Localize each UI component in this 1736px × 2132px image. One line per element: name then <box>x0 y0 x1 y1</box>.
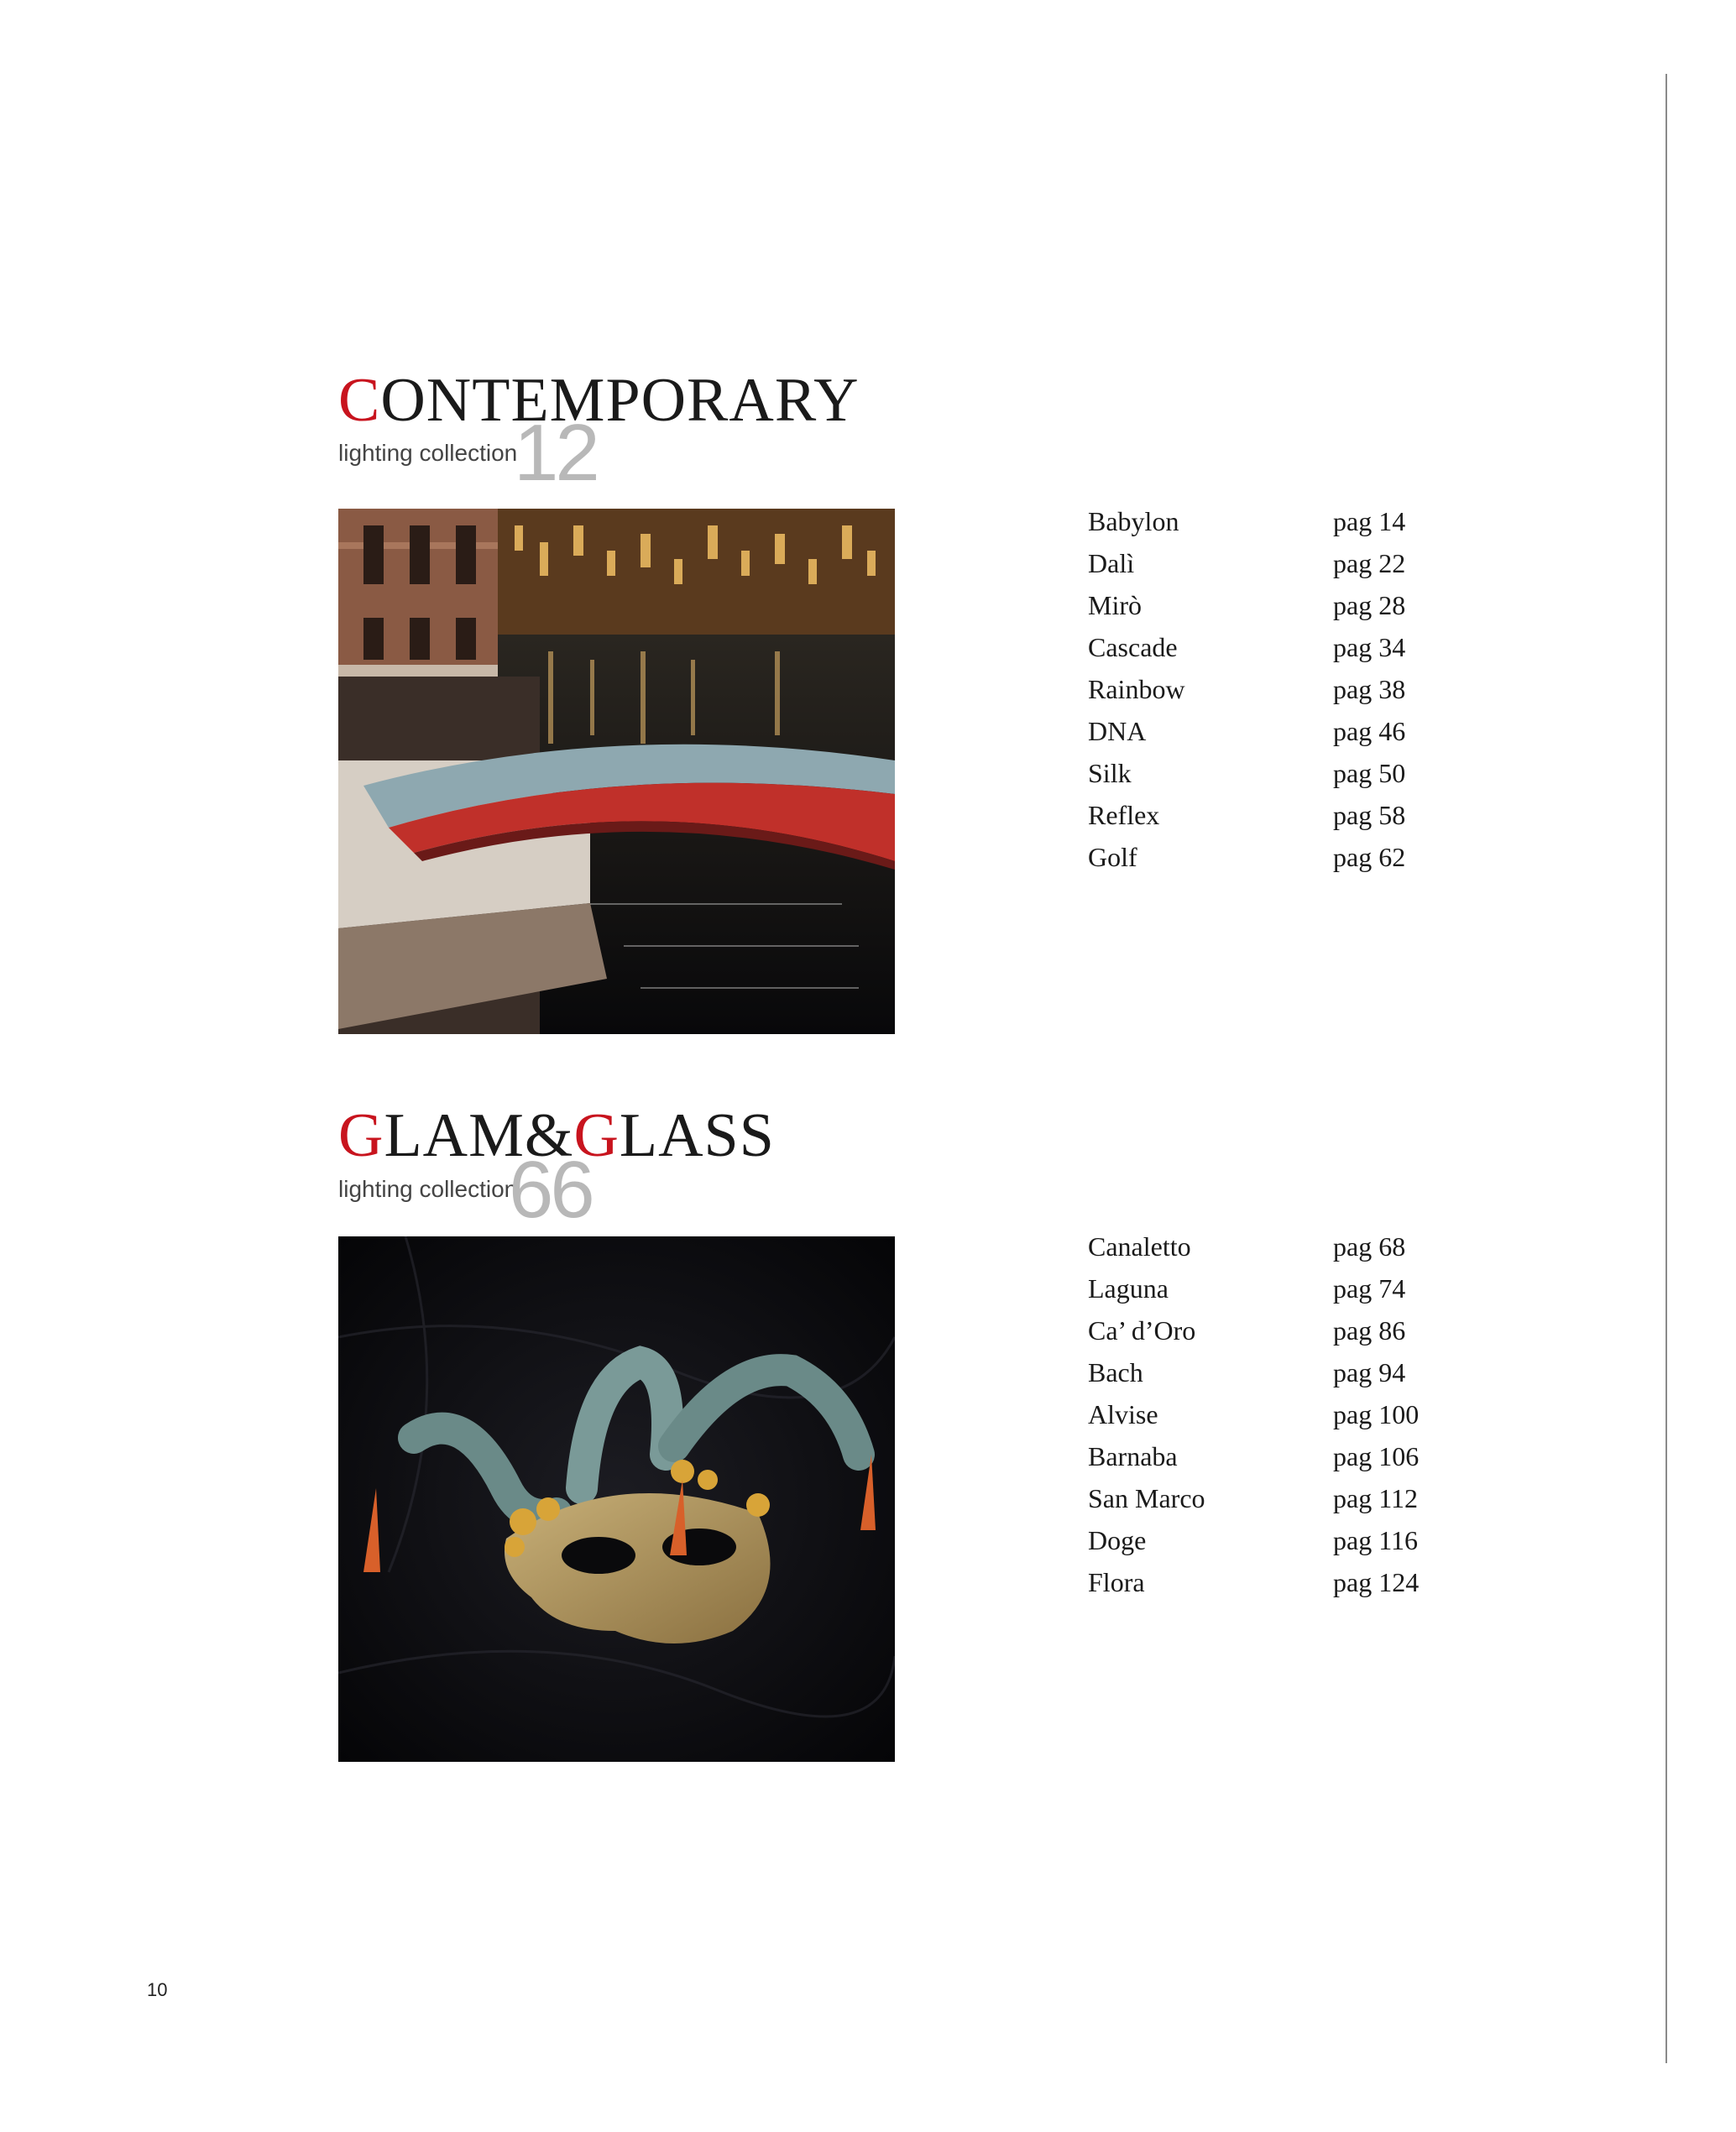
product-page: pag 22 <box>1333 547 1406 578</box>
product-name: San Marco <box>1088 1482 1205 1513</box>
product-name: Canaletto <box>1088 1231 1191 1262</box>
title-initial: G <box>338 1101 384 1170</box>
toc-entry[interactable] <box>1088 710 1474 752</box>
page-folio-number: 10 <box>147 1979 168 2000</box>
title-initial: C <box>338 366 381 435</box>
product-page: pag 112 <box>1333 1482 1419 1513</box>
toc-entry[interactable] <box>1088 836 1474 878</box>
product-name: Cascade <box>1088 631 1178 662</box>
product-page: pag 14 <box>1333 505 1406 536</box>
toc-entry[interactable] <box>1088 584 1474 626</box>
toc-entry[interactable] <box>1088 1309 1474 1351</box>
product-page: pag 58 <box>1333 799 1406 830</box>
toc-entry[interactable] <box>1088 794 1474 836</box>
product-name: Silk <box>1088 757 1132 788</box>
toc-entry[interactable] <box>1088 500 1474 542</box>
product-name: Babylon <box>1088 505 1179 536</box>
section-subtitle: lighting collection <box>338 1176 518 1202</box>
section-start-page-number: 12 <box>514 408 597 498</box>
toc-entry[interactable] <box>1088 1435 1474 1477</box>
title-initial: G <box>573 1101 620 1170</box>
product-page: pag 38 <box>1333 673 1406 704</box>
product-name: Rainbow <box>1088 673 1185 704</box>
toc-entry[interactable] <box>1088 1267 1474 1309</box>
product-page: pag 62 <box>1333 841 1406 872</box>
carnival-mask-image <box>338 1236 895 1762</box>
title-rest: LAM& <box>384 1101 574 1170</box>
product-name: Reflex <box>1088 799 1160 830</box>
product-name: Golf <box>1088 841 1137 872</box>
product-name: Barnaba <box>1088 1440 1178 1471</box>
section-title-contemporary <box>338 366 860 435</box>
title-rest: ONTEMPORARY <box>380 366 860 435</box>
toc-entry[interactable] <box>1088 1561 1474 1603</box>
product-name: Bach <box>1088 1356 1143 1387</box>
venice-bridge-image <box>338 509 895 1034</box>
product-name: Doge <box>1088 1524 1147 1555</box>
product-page: pag 46 <box>1333 715 1406 746</box>
product-name: Ca’ d’Oro <box>1088 1314 1196 1346</box>
product-page: pag 116 <box>1333 1524 1419 1555</box>
product-page: pag 74 <box>1333 1272 1406 1304</box>
page-edge-rule <box>1665 74 1667 2063</box>
product-page: pag 94 <box>1333 1356 1406 1387</box>
product-name: Dalì <box>1088 547 1135 578</box>
product-page: pag 50 <box>1333 757 1406 788</box>
toc-entry[interactable] <box>1088 1477 1474 1519</box>
product-name: Alvise <box>1088 1398 1158 1429</box>
product-page: pag 34 <box>1333 631 1406 662</box>
title-rest: LASS <box>619 1101 775 1170</box>
toc-entry[interactable] <box>1088 1225 1474 1267</box>
product-name: Flora <box>1088 1566 1145 1597</box>
toc-entry[interactable] <box>1088 1519 1474 1561</box>
glam-glass-product-list <box>1088 1225 1474 1603</box>
contemporary-photo <box>338 509 895 1034</box>
glam-glass-photo <box>338 1236 895 1762</box>
product-page: pag 28 <box>1333 589 1406 620</box>
section-subtitle: lighting collection <box>338 440 518 466</box>
product-page: pag 86 <box>1333 1314 1406 1346</box>
section-start-page-number: 66 <box>509 1145 592 1235</box>
toc-entry[interactable] <box>1088 1393 1474 1435</box>
product-name: Laguna <box>1088 1272 1169 1304</box>
toc-entry[interactable] <box>1088 542 1474 584</box>
product-page: pag 68 <box>1333 1231 1406 1262</box>
product-name: Mirò <box>1088 589 1142 620</box>
toc-entry[interactable] <box>1088 1351 1474 1393</box>
contemporary-product-list <box>1088 500 1474 878</box>
product-page: pag 124 <box>1333 1566 1420 1597</box>
toc-entry[interactable] <box>1088 626 1474 668</box>
toc-entry[interactable] <box>1088 668 1474 710</box>
product-name: DNA <box>1088 715 1147 746</box>
product-page: pag 106 <box>1333 1440 1420 1471</box>
product-page: pag 100 <box>1333 1398 1420 1429</box>
toc-entry[interactable] <box>1088 752 1474 794</box>
